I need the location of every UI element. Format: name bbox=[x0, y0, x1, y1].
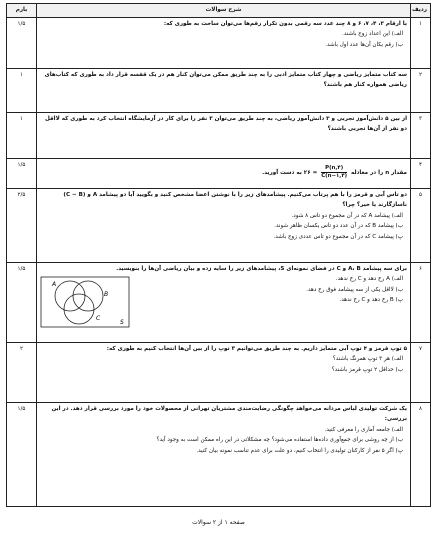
question-row-4 bbox=[7, 158, 431, 188]
question-number: ۸ bbox=[411, 402, 431, 506]
question-body bbox=[37, 188, 411, 262]
question-option: ب) حداقل ۲ توپ قرمز باشند؟ bbox=[331, 366, 403, 373]
question-body bbox=[37, 402, 411, 506]
question-option: ب) لااقل یکی از سه پیشامد فوق رخ دهد. bbox=[306, 286, 403, 293]
question-text: برای سه پیشامد A، B و C در فضای نمونه‌ای S، پیشامدهای زیر را سایه زده و بیان ریاضی آن‌ها را بنویسید. bbox=[116, 265, 407, 272]
question-option: الف) پیشامد A که در آن مجموع دو تاس ۸ شود. bbox=[291, 212, 403, 219]
question-option: ب) از چه روشی برای جمع‌آوری داده‌ها استفاده می‌شود؟ چه مشکلاتی در این راه ممکن است به وجود آید؟ bbox=[156, 437, 403, 443]
question-body bbox=[37, 158, 411, 188]
question-row-1 bbox=[7, 17, 431, 68]
question-number: ۱ bbox=[411, 17, 431, 68]
question-score: ۲ bbox=[7, 342, 37, 402]
question-option: پ) پیشامد C که در آن مجموع دو تاس عددی زوج باشد. bbox=[273, 233, 403, 240]
question-number: ۷ bbox=[411, 342, 431, 402]
question-body bbox=[37, 262, 411, 342]
question-text: دو تاس آبی و قرمز را با هم پرتاب می‌کنیم. پیشامدهای زیر را با نوشتن اعضا مشخص کنید و بگویید آیا دو پیشامد A و (C − B) ناسازگارند یا خیر؟ چرا؟ bbox=[63, 191, 407, 208]
question-text: یک شرکت تولیدی لباس مردانه می‌خواهد چگونگی رضایت‌مندی مشتریان تهرانی از محصولات خود را مورد بررسی قرار دهد. در این بررسی: bbox=[51, 405, 407, 422]
question-option: پ) B رخ دهد و C رخ ندهد. bbox=[339, 297, 403, 303]
question-row-6 bbox=[7, 262, 431, 342]
question-text: با ارقام ۳، ۴، ۷، ۶ و ۸ چند عدد سه رقمی بدون تکرار رقم‌ها می‌توان ساخت به طوری که: bbox=[163, 20, 407, 27]
question-option: ب) رقم یکان آن‌ها عدد اول باشد. bbox=[325, 41, 403, 48]
exam-table bbox=[6, 3, 431, 507]
question-row-8 bbox=[7, 402, 431, 506]
equation-fraction bbox=[321, 165, 347, 180]
question-row-3 bbox=[7, 112, 431, 158]
question-number: ۴ bbox=[411, 158, 431, 188]
table-header-row bbox=[7, 4, 431, 18]
equation-suffix: = ۲۶ به دست آورید. bbox=[262, 169, 318, 176]
fraction-numerator: P(n,۴) bbox=[321, 165, 347, 173]
question-body bbox=[37, 342, 411, 402]
question-option: الف) هر ۳ توپ همرنگ باشند؟ bbox=[332, 356, 403, 362]
page-footer: صفحه ۱ از ۲ سوالات bbox=[192, 519, 245, 526]
venn-circle-b bbox=[73, 281, 103, 311]
question-score: ۲/۵ bbox=[7, 188, 37, 262]
header-questions: شرح سوالات bbox=[37, 4, 411, 18]
question-score: ۱ bbox=[7, 68, 37, 112]
question-number: ۶ bbox=[411, 262, 431, 342]
venn-label-c: C bbox=[96, 315, 101, 322]
fraction-denominator: C(n−۱,۴) bbox=[321, 172, 348, 179]
question-score: ۱/۵ bbox=[7, 158, 37, 188]
question-body bbox=[37, 68, 411, 112]
equation-prefix: مقدار n را در معادله bbox=[351, 169, 407, 176]
question-option: الف) این اعداد زوج باشند. bbox=[342, 31, 403, 37]
header-num: ردیف bbox=[411, 4, 431, 18]
question-number: ۵ bbox=[411, 188, 431, 262]
venn-diagram bbox=[40, 276, 130, 328]
question-body bbox=[37, 112, 411, 158]
question-number: ۲ bbox=[411, 68, 431, 112]
question-body bbox=[37, 17, 411, 68]
question-row-2 bbox=[7, 68, 431, 112]
question-score: ۱/۵ bbox=[7, 17, 37, 68]
question-score: ۱/۵ bbox=[7, 262, 37, 342]
question-text bbox=[40, 160, 407, 180]
question-row-5 bbox=[7, 188, 431, 262]
venn-label-s: S bbox=[120, 319, 124, 326]
question-option: ب) پیشامد B که در آن عدد دو تاس یکسان ظاهر شوند. bbox=[274, 223, 403, 229]
venn-circle-c bbox=[64, 294, 94, 324]
venn-label-b: B bbox=[104, 291, 109, 298]
header-score: بارم bbox=[7, 4, 37, 18]
question-text: سه کتاب متمایز ریاضی و چهار کتاب متمایز ادبی را به چند طریق ممکن می‌توان کنار هم در یک قفسه قرار داد به طوری که کتاب‌های ریاضی همواره کنار هم باشند؟ bbox=[44, 71, 407, 88]
venn-circle-a bbox=[55, 281, 85, 311]
question-score: ۱ bbox=[7, 112, 37, 158]
question-text: ۵ توپ قرمز و ۴ توپ آبی متمایز داریم. به چند طریق می‌توانیم ۳ توپ را از بین آن‌ها انتخاب کنیم به طوری که: bbox=[106, 345, 407, 352]
question-option: پ) اگر ۵ نفر از کارکنان تولیدی را انتخاب کنیم، دو علت برای عدم تناسب نمونه بیان کنید. bbox=[196, 447, 403, 454]
venn-label-a: A bbox=[52, 281, 57, 288]
question-number: ۳ bbox=[411, 112, 431, 158]
question-option: الف) جامعه آماری را معرفی کنید. bbox=[324, 426, 403, 433]
question-text: از بین ۵ دانش‌آموز تجربی و ۳ دانش‌آموز ریاضی، به چند طریق می‌توان ۳ نفر را برای کار در آزمایشگاه انتخاب کرد به طوری که لااقل دو نفر از آن‌ها تجربی باشند؟ bbox=[45, 115, 407, 132]
question-score: ۱/۵ bbox=[7, 402, 37, 506]
question-row-7 bbox=[7, 342, 431, 402]
question-option: الف) A رخ دهد و C رخ ندهد. bbox=[335, 276, 403, 282]
